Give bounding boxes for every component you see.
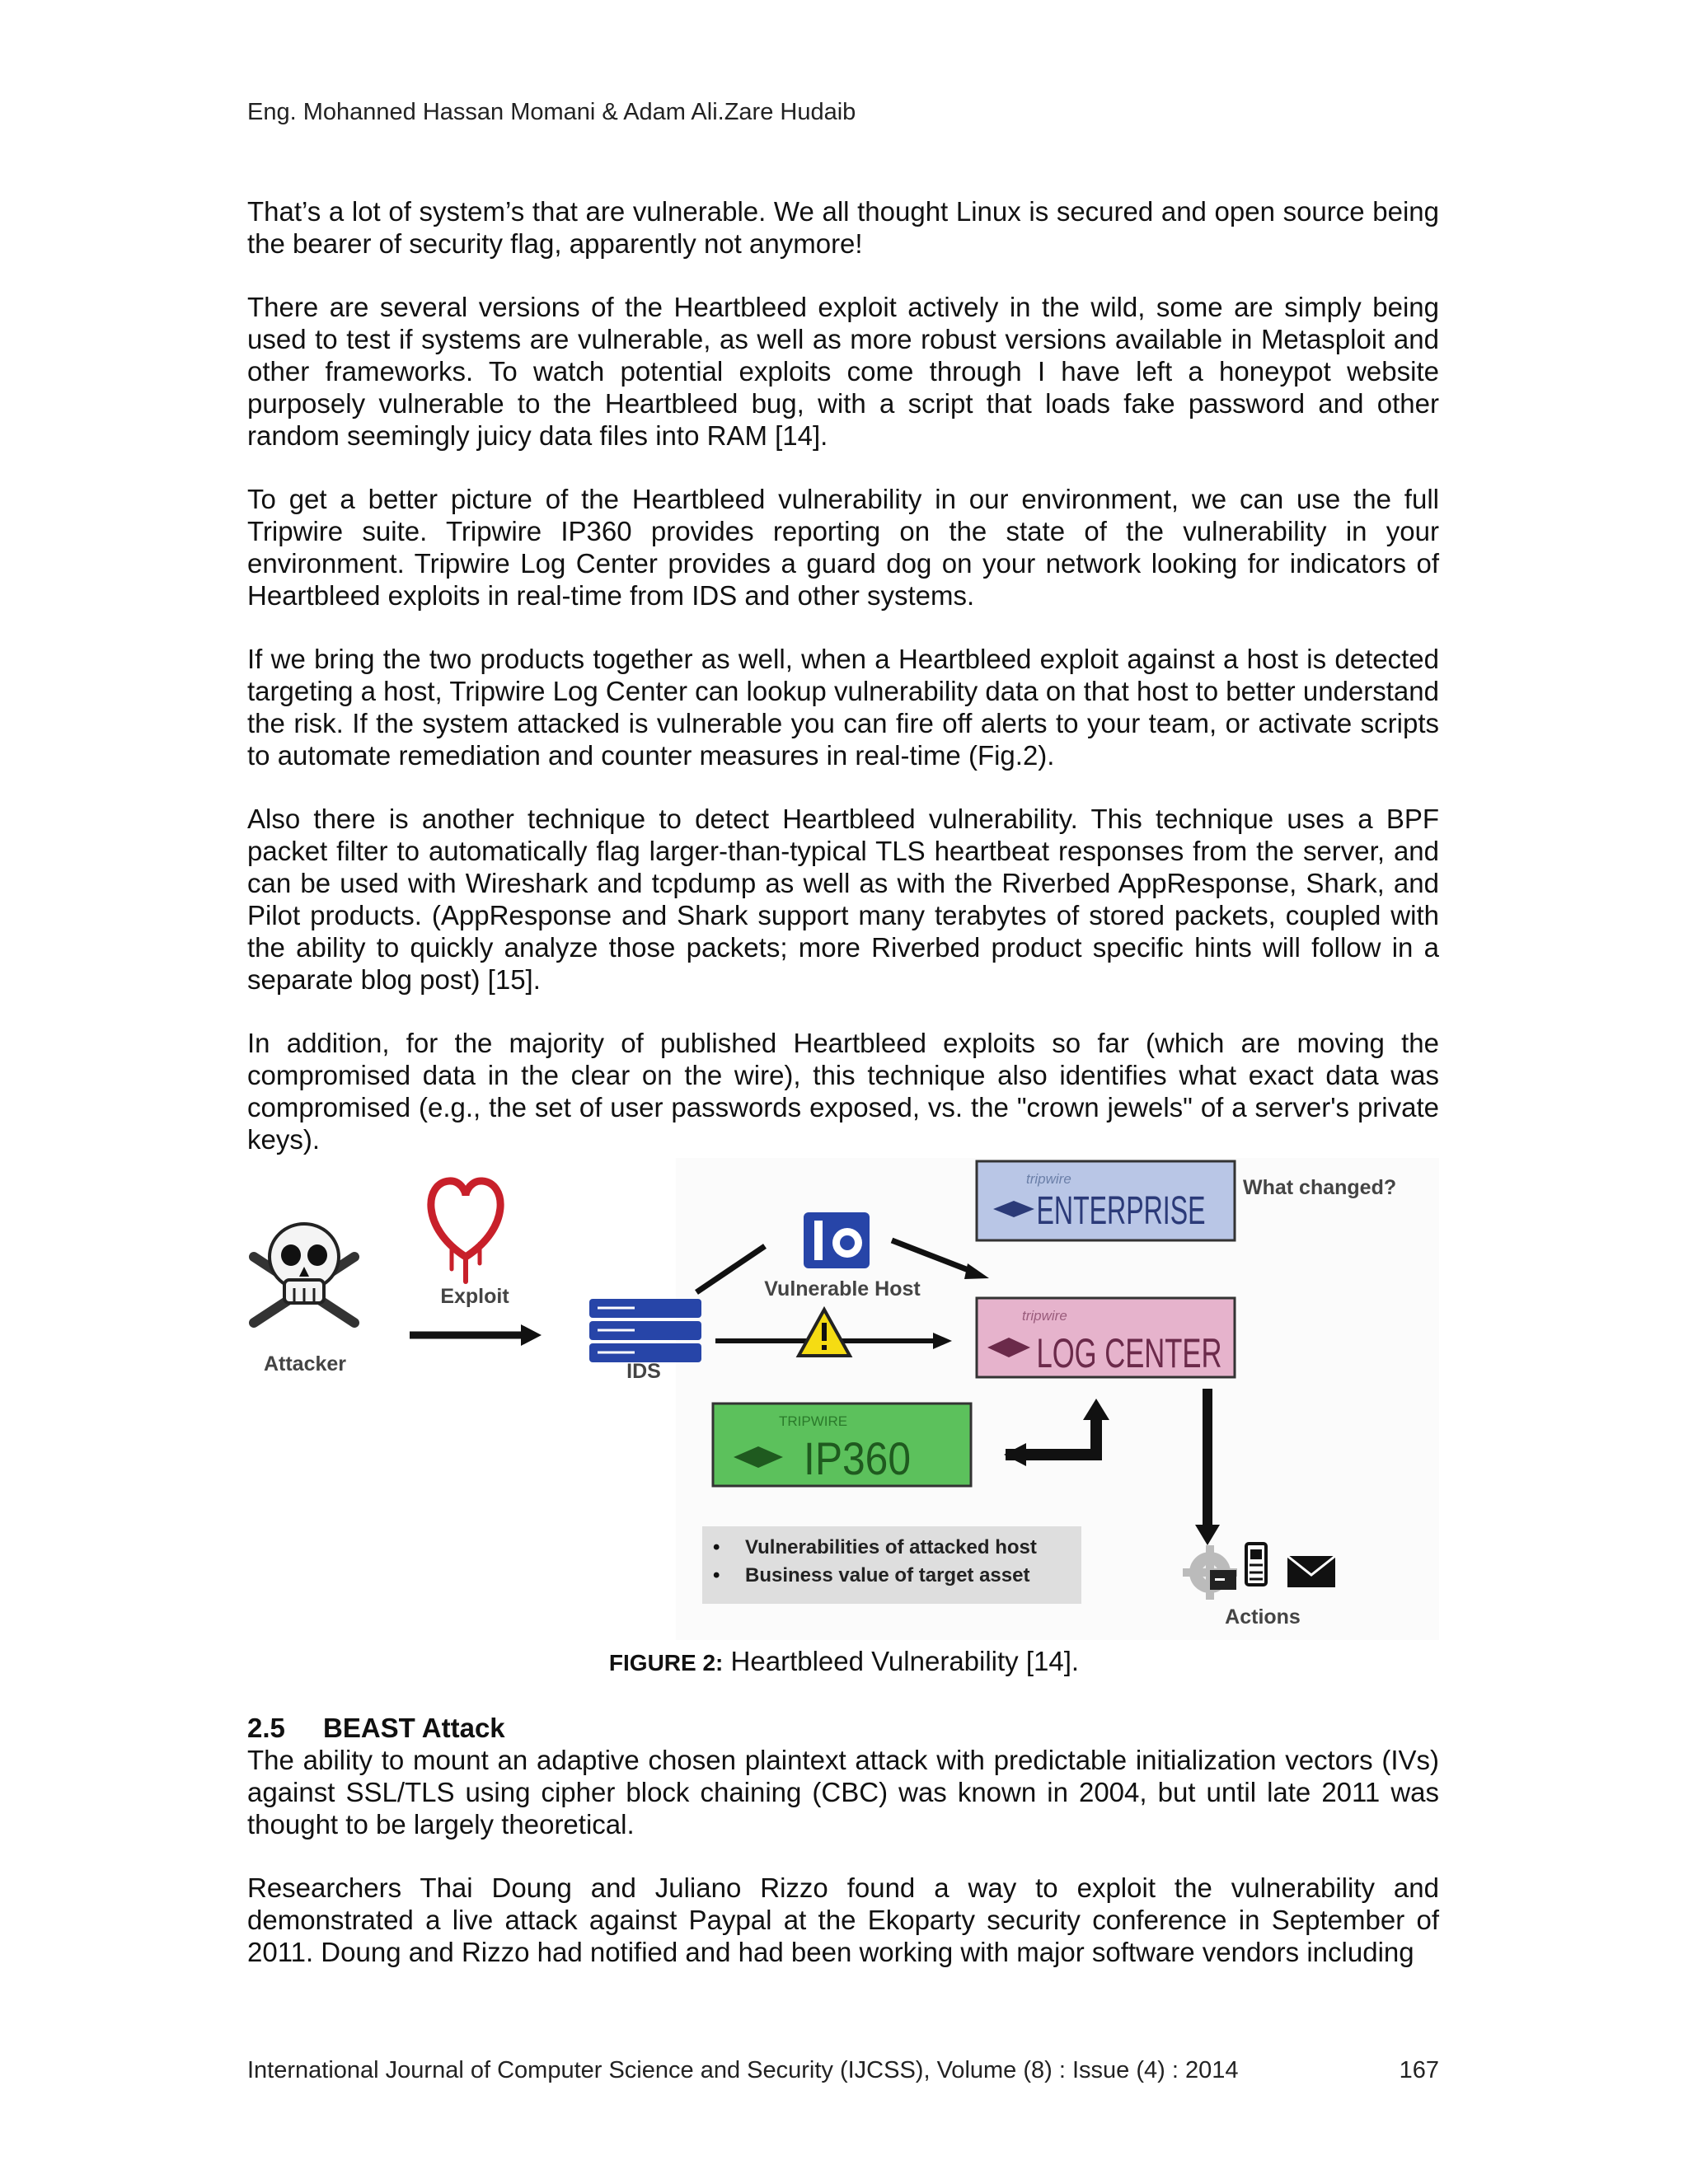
skull-crossbones-icon xyxy=(254,1224,354,1323)
attacker-label: Attacker xyxy=(263,1352,347,1376)
svg-text:IP360: IP360 xyxy=(804,1432,911,1484)
section-heading xyxy=(247,1712,1439,1744)
svg-text:•: • xyxy=(713,1536,720,1558)
paragraph: That’s a lot of system’s that are vulnerable. We all thought Linux is secured and open source being the bearer of security flag, apparently not anymore! xyxy=(247,196,1439,259)
bullet-text: Business value of target asset xyxy=(745,1564,1030,1586)
running-header: Eng. Mohanned Hassan Momani & Adam Ali.Zare Hudaib xyxy=(247,99,856,125)
what-changed-label: What changed? xyxy=(1243,1176,1397,1199)
caption-text: Heartbleed Vulnerability [14]. xyxy=(723,1646,1080,1676)
journal-citation: International Journal of Computer Science and Security (IJCSS), Volume (8) : Issue (4) : 2014 xyxy=(247,2057,1239,2083)
bullets-box xyxy=(702,1526,1081,1604)
svg-text:LOG CENTER: LOG CENTER xyxy=(1036,1330,1222,1376)
paragraph: Also there is another technique to detect Heartbleed vulnerability. This technique uses a BPF packet filter to automatically flag larger-than-typical TLS heartbeat responses from the server, and can be used with Wireshark and tcpdump as well as with the Riverbed AppResponse, Shark, and Pilot products. (AppResponse and Shark support many terabytes of stored packets, coupled with the ability to quickly analyze those packets; more Riverbed product specific hints will follow in a separate blog post) [15]. xyxy=(247,804,1439,995)
paragraph: In addition, for the majority of published Heartbleed exploits so far (which are moving the compromised data in the clear on the wire), this technique also identifies what exact data was compromised (e.g., the set of user passwords exposed, vs. the "crown jewels" of a server's private keys). xyxy=(247,1028,1439,1155)
ids-icon xyxy=(589,1299,701,1362)
heartbleed-heart-icon xyxy=(431,1181,500,1282)
exploit-arrow xyxy=(410,1324,542,1346)
page-footer xyxy=(247,2057,1439,2084)
caption-label: FIGURE 2: xyxy=(608,1650,724,1675)
section-title: BEAST Attack xyxy=(323,1713,505,1743)
svg-text:•: • xyxy=(713,1564,720,1586)
terminal-icon xyxy=(1210,1570,1236,1590)
tripwire-ip360-box xyxy=(713,1404,971,1486)
tripwire-logcenter-box xyxy=(977,1298,1235,1377)
page-number: 167 xyxy=(1399,2057,1439,2083)
tripwire-enterprise-box xyxy=(977,1161,1235,1240)
actions-label: Actions xyxy=(1225,1605,1301,1629)
section-number: 2.5 xyxy=(247,1713,285,1743)
paragraph: To get a better picture of the Heartbleed vulnerability in our environment, we can use the full Tripwire suite. Tripwire IP360 provides reporting on the state of the vulnerability in your environment. Tripwire Log Center provides a guard dog on your network looking for indicators of Heartbleed exploits in real-time from IDS and other systems. xyxy=(247,484,1439,611)
vulnerable-host-icon xyxy=(804,1212,870,1268)
vulnerable-host-label: Vulnerable Host xyxy=(764,1277,921,1301)
envelope-icon xyxy=(1287,1556,1335,1587)
svg-text:tripwire: tripwire xyxy=(1026,1171,1071,1187)
heartbleed-figure xyxy=(247,1158,1439,1640)
svg-text:TRIPWIRE: TRIPWIRE xyxy=(779,1413,848,1429)
svg-text:ENTERPRISE: ENTERPRISE xyxy=(1036,1189,1206,1233)
paragraph: If we bring the two products together as well, when a Heartbleed exploit against a host is detected targeting a host, Tripwire Log Center can lookup vulnerability data on that host to better understand the risk. If the system attacked is vulnerable you can fire off alerts to your team, or activate scripts to automate remediation and counter measures in real-time (Fig.2). xyxy=(247,644,1439,771)
body-text xyxy=(247,195,1439,1187)
svg-text:tripwire: tripwire xyxy=(1022,1308,1067,1324)
paragraph: There are several versions of the Heartbleed exploit actively in the wild, some are simply being used to test if systems are vulnerable, as well as more robust versions available in Metasploit and other frameworks. To watch potential exploits come through I have left a honeypot website purposely vulnerable to the Heartbleed bug, with a script that loads fake password and other random seemingly juicy data files into RAM [14]. xyxy=(247,292,1439,451)
bullet-text: Vulnerabilities of attacked host xyxy=(745,1536,1037,1558)
exploit-label: Exploit xyxy=(440,1285,509,1308)
figure-caption xyxy=(0,1646,1688,1677)
paragraph: The ability to mount an adaptive chosen plaintext attack with predictable initialization vectors (IVs) against SSL/TLS using cipher block chaining (CBC) was known in 2004, but until late 2011 was thought to be largely theoretical. xyxy=(247,1745,1439,1840)
section-2-5 xyxy=(247,1712,1439,1999)
ids-label: IDS xyxy=(626,1360,661,1383)
paragraph: Researchers Thai Doung and Juliano Rizzo found a way to exploit the vulnerability and demonstrated a live attack against Paypal at the Ekoparty security conference in September of 2011. Doung and Rizzo had notified and had been working with major software vendors including xyxy=(247,1872,1439,1967)
